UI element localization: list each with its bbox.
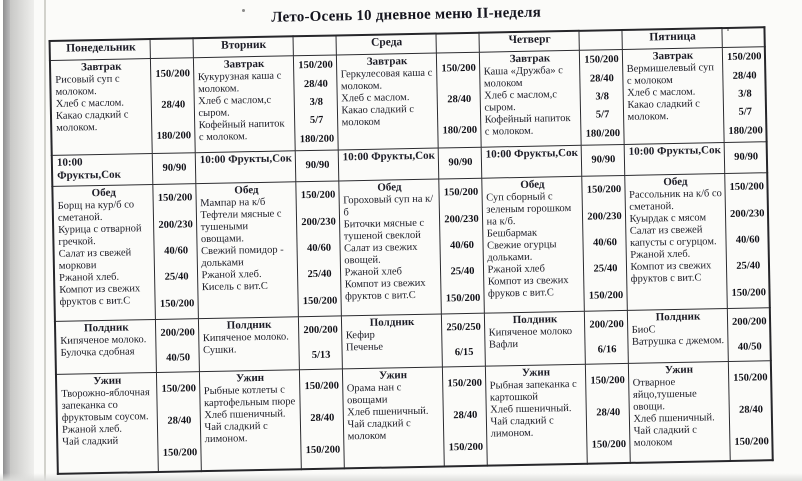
portion-value: 200/230 bbox=[444, 213, 479, 226]
portion-value: 150/200 bbox=[157, 192, 193, 205]
breakfast-item: Хлеб с маслом,с сыром. bbox=[484, 89, 558, 114]
dinner-portions-thursday bbox=[585, 363, 630, 463]
lunch-row bbox=[52, 173, 769, 322]
dinner-portions-tuesday bbox=[299, 369, 344, 469]
portion-stack bbox=[154, 59, 192, 152]
snack10-portions-friday bbox=[724, 142, 768, 174]
dinner-label: Ужин bbox=[378, 369, 408, 382]
portion-value: 150/200 bbox=[731, 287, 767, 299]
afternoon-label: Полдник bbox=[512, 313, 558, 327]
breakfast-portions-wednesday bbox=[436, 52, 481, 148]
dinner-item: Рыбная запеканка с картошкой bbox=[489, 378, 577, 404]
portion-value: 5/7 bbox=[738, 106, 753, 119]
portion-value: 6/16 bbox=[597, 343, 617, 356]
breakfast-label: Завтрак bbox=[223, 57, 265, 71]
lunch-item: Тефтели мясные с тушеными овощами. bbox=[200, 208, 282, 246]
lunch-item: Ржаной хлеб. bbox=[59, 271, 120, 284]
day-header-spacer-tuesday bbox=[293, 35, 336, 55]
portion-value: 150/200 bbox=[304, 380, 340, 393]
lunch-item: Гороховый суп на к/б bbox=[343, 193, 434, 219]
portion-value: 150/200 bbox=[726, 51, 762, 64]
portion-value: 150/200 bbox=[733, 372, 768, 384]
day-header-tuesday: Вторник bbox=[193, 36, 293, 57]
portion-stack bbox=[442, 149, 479, 178]
lunch-portions-thursday bbox=[581, 175, 627, 311]
afternoon-cell-wednesday bbox=[341, 314, 442, 369]
portion-value: 5/13 bbox=[311, 349, 331, 361]
breakfast-item: Кукурузная каша с молоком. bbox=[197, 70, 282, 96]
scan-edge-dark bbox=[3, 0, 10, 481]
portion-value: 28/40 bbox=[596, 407, 621, 419]
breakfast-cell-wednesday bbox=[336, 53, 438, 150]
breakfast-portions-tuesday bbox=[293, 55, 338, 151]
breakfast-portions-friday bbox=[722, 47, 767, 143]
portion-value: 150/200 bbox=[161, 383, 197, 395]
lunch-item: Ржаной хлеб. bbox=[630, 248, 691, 261]
afternoon-item: Кипяченое молоко bbox=[488, 325, 573, 339]
portion-stack bbox=[299, 152, 336, 181]
lunch-item: Борщ на кур/б со сметаной. bbox=[57, 199, 135, 224]
lunch-item: Компот из свежих фруктов с вит.С bbox=[59, 283, 141, 308]
portion-value: 28/40 bbox=[453, 409, 478, 422]
menu-table bbox=[49, 26, 774, 475]
portion-stack bbox=[585, 146, 622, 175]
portion-value: 5/7 bbox=[595, 109, 610, 121]
scanned-page bbox=[48, 0, 773, 475]
portion-value: 3/8 bbox=[595, 91, 610, 103]
day-header-monday: Понедельник bbox=[50, 39, 150, 60]
day-header-spacer-thursday bbox=[578, 30, 621, 50]
lunch-item: Свежие огурцы дольками. bbox=[486, 239, 557, 264]
dinner-row bbox=[56, 361, 773, 474]
dinner-item: Ржаной хлеб. bbox=[61, 423, 123, 436]
lunch-item: Бешбармак bbox=[486, 227, 538, 240]
breakfast-item: Вермишелевый суп с молоком bbox=[626, 62, 715, 87]
breakfast-label: Завтрак bbox=[652, 49, 694, 63]
portion-value: 6/15 bbox=[454, 346, 474, 358]
snack10-cell-wednesday bbox=[338, 148, 439, 181]
day-header-spacer-monday bbox=[150, 38, 193, 58]
snack10-portions-tuesday bbox=[295, 150, 339, 182]
lunch-item: Компот из свежих фруктов с вит.С bbox=[630, 260, 712, 285]
snack10-portions-thursday bbox=[581, 144, 625, 176]
lunch-cell-friday bbox=[624, 174, 727, 311]
lunch-portions-tuesday bbox=[295, 181, 341, 317]
document-title: Лето-Осень 10 дневное меню II-неделя bbox=[271, 4, 542, 26]
portion-value: 28/40 bbox=[310, 412, 335, 425]
portion-value: 150/200 bbox=[443, 186, 479, 199]
breakfast-item: Кофейный напиток с молоком. bbox=[484, 112, 571, 138]
portion-value: 90/90 bbox=[305, 159, 330, 172]
afternoon-item: Булочка сдобная bbox=[60, 346, 135, 359]
portion-value: 150/200 bbox=[298, 59, 333, 72]
portion-stack bbox=[297, 57, 335, 150]
portion-value: 3/8 bbox=[309, 96, 324, 108]
portion-stack bbox=[157, 185, 196, 318]
portion-stack bbox=[589, 365, 627, 462]
afternoon-portions-friday bbox=[727, 308, 771, 362]
portion-value: 40/60 bbox=[449, 239, 475, 252]
snack10-cell-friday bbox=[624, 143, 725, 176]
dinner-portions-wednesday bbox=[442, 366, 487, 466]
afternoon-item: Кипяченое молоко. bbox=[60, 334, 147, 347]
dinner-cell-wednesday bbox=[342, 367, 444, 468]
afternoon-item: Вафли bbox=[488, 339, 519, 351]
lunch-item: Компот из свежих фруков с вит.С bbox=[487, 275, 569, 300]
day-header-friday: Пятница bbox=[621, 28, 721, 49]
breakfast-portions-thursday bbox=[579, 49, 624, 145]
breakfast-row bbox=[50, 47, 767, 156]
portion-value: 150/200 bbox=[155, 68, 191, 81]
portion-value: 3/8 bbox=[738, 88, 752, 100]
dinner-item: Творожно-яблочная запеканка со фруктовым соусом. bbox=[61, 387, 150, 424]
lunch-item: Ржаной хлеб. bbox=[201, 268, 262, 282]
day-header-wednesday: Среда bbox=[336, 34, 436, 55]
lunch-portions-friday bbox=[724, 173, 770, 309]
portion-value: 250/250 bbox=[446, 321, 481, 333]
portion-value: 150/200 bbox=[445, 292, 481, 305]
portion-value: 200/230 bbox=[301, 216, 336, 228]
lunch-item: Биточки мясные с тушеной свеклой bbox=[343, 217, 425, 243]
portion-value: 40/50 bbox=[737, 340, 762, 353]
portion-value: 150/200 bbox=[591, 438, 627, 451]
afternoon-label: Полдник bbox=[655, 310, 701, 324]
afternoon-portions-thursday bbox=[584, 310, 628, 364]
portion-value: 150/200 bbox=[441, 63, 476, 75]
afternoon-label: Полдник bbox=[226, 318, 272, 332]
breakfast-item: Кофейный напиток с молоком. bbox=[198, 118, 285, 144]
lunch-item: Рассольник на к/б со сметаной. bbox=[629, 188, 722, 213]
lunch-cell-thursday bbox=[481, 176, 584, 313]
afternoon-label: Полдник bbox=[369, 316, 415, 329]
portion-value: 25/40 bbox=[736, 260, 761, 273]
snack10-label: 10:00 Фрукты,Сок bbox=[628, 144, 721, 158]
portion-value: 150/200 bbox=[734, 436, 769, 448]
portion-stack bbox=[440, 54, 478, 147]
dinner-item: Хлеб пшеничный. bbox=[633, 412, 715, 425]
lunch-label: Обед bbox=[91, 186, 116, 200]
afternoon-portions-tuesday bbox=[298, 316, 342, 370]
dinner-item: Чай сладкий bbox=[62, 435, 119, 448]
dinner-label: Ужин bbox=[664, 363, 694, 377]
portion-value: 180/200 bbox=[299, 133, 335, 145]
breakfast-item: Какао сладкий с молоком bbox=[341, 103, 415, 129]
lunch-item: Компот из свежих фруктов с вит.С bbox=[344, 277, 426, 303]
lunch-cell-monday bbox=[52, 185, 155, 322]
portion-stack bbox=[445, 315, 482, 366]
breakfast-item: Какао сладкий с молоком. bbox=[55, 109, 129, 134]
lunch-cell-wednesday bbox=[338, 179, 441, 316]
portion-value: 28/40 bbox=[167, 415, 192, 427]
portion-value: 200/230 bbox=[729, 207, 765, 220]
portion-value: 25/40 bbox=[450, 266, 475, 278]
portion-value: 40/60 bbox=[592, 237, 618, 249]
portion-stack bbox=[588, 312, 625, 363]
scan-edge-gradient bbox=[10, 0, 34, 481]
portion-value: 25/40 bbox=[307, 268, 332, 281]
snack10-label: 10:00 Фрукты,Сок bbox=[485, 146, 579, 161]
dinner-label: Ужин bbox=[93, 374, 122, 388]
breakfast-item: Какао сладкий с молоком. bbox=[627, 98, 701, 123]
portion-value: 150/200 bbox=[729, 181, 765, 194]
breakfast-item: Геркулесовая каша с молоком. bbox=[340, 67, 433, 93]
breakfast-cell-thursday bbox=[479, 50, 581, 147]
breakfast-item: Хлеб с маслом. bbox=[341, 92, 410, 105]
portion-value: 150/200 bbox=[448, 441, 484, 454]
portion-stack bbox=[302, 317, 339, 368]
afternoon-portions-wednesday bbox=[441, 313, 485, 367]
portion-value: 150/200 bbox=[590, 374, 625, 387]
portion-stack bbox=[728, 143, 764, 172]
lunch-cell-tuesday bbox=[195, 182, 298, 319]
dinner-label: Ужин bbox=[521, 366, 551, 379]
portion-value: 150/200 bbox=[159, 297, 195, 310]
lunch-item: Салат из свежей капусты с огурцом. bbox=[629, 224, 717, 249]
portion-value: 180/200 bbox=[442, 124, 478, 137]
dinner-item: Чай сладкий с лимоном. bbox=[490, 415, 554, 440]
lunch-label: Обед bbox=[377, 181, 402, 194]
dinner-portions-monday bbox=[156, 372, 201, 472]
dinner-item: Чай сладкий с молоком bbox=[633, 424, 698, 449]
portion-stack bbox=[583, 51, 621, 144]
portion-stack bbox=[586, 177, 625, 310]
portion-value: 180/200 bbox=[585, 127, 621, 140]
portion-value: 28/40 bbox=[732, 69, 757, 82]
lunch-item: Ржаной хлеб bbox=[344, 266, 403, 279]
lunch-portions-monday bbox=[152, 184, 198, 320]
dinner-item: Чай сладкий с молоком bbox=[347, 418, 411, 443]
lunch-item: Ржаной хлеб bbox=[487, 263, 546, 276]
day-header-thursday: Четверг bbox=[478, 31, 578, 52]
portion-value: 90/90 bbox=[591, 154, 616, 166]
afternoon-item: БиоС bbox=[631, 324, 656, 336]
lunch-item: Мампар на к/б bbox=[200, 196, 266, 210]
afternoon-portions-monday bbox=[155, 319, 199, 373]
dinner-item: Хлеб пшеничный. bbox=[347, 405, 429, 419]
portion-value: 90/90 bbox=[448, 156, 473, 169]
portion-value: 180/200 bbox=[156, 129, 192, 142]
breakfast-label: Завтрак bbox=[366, 55, 408, 68]
portion-stack bbox=[159, 320, 196, 371]
portion-value: 200/200 bbox=[160, 326, 195, 339]
portion-stack bbox=[443, 180, 482, 313]
afternoon-cell-friday bbox=[627, 309, 728, 364]
dinner-label: Ужин bbox=[235, 371, 265, 385]
lunch-label: Обед bbox=[234, 183, 259, 197]
portion-stack bbox=[160, 373, 198, 470]
breakfast-label: Завтрак bbox=[509, 52, 551, 66]
portion-value: 90/90 bbox=[162, 162, 187, 174]
lunch-portions-wednesday bbox=[438, 178, 484, 314]
breakfast-label: Завтрак bbox=[80, 60, 122, 74]
afternoon-item: Кефир bbox=[345, 329, 375, 342]
afternoon-cell-tuesday bbox=[198, 317, 299, 372]
day-header-spacer-friday bbox=[721, 27, 764, 47]
breakfast-cell-friday bbox=[622, 48, 724, 145]
portion-value: 150/200 bbox=[584, 54, 619, 66]
scan-bottom-shadow bbox=[0, 473, 802, 481]
lunch-item: Салат из свежих овощей. bbox=[343, 241, 418, 267]
portion-value: 5/7 bbox=[309, 115, 324, 127]
portion-value: 180/200 bbox=[728, 125, 763, 137]
dinner-item: Чай сладкий с лимоном. bbox=[204, 420, 268, 446]
lunch-item: Свежий помидор - дольками bbox=[201, 244, 284, 270]
afternoon-item: Ватрушка с джемом. bbox=[631, 335, 725, 348]
afternoon-item: Печенье bbox=[345, 341, 384, 354]
portion-value: 28/40 bbox=[738, 404, 764, 416]
dinner-item: Отварное яйцо,тушеные овощи. bbox=[632, 377, 697, 413]
breakfast-item: Рисовый суп с молоком. bbox=[55, 73, 120, 98]
breakfast-cell-monday bbox=[50, 59, 152, 156]
portion-value: 150/200 bbox=[305, 444, 341, 457]
portion-stack bbox=[446, 368, 484, 465]
portion-value: 150/200 bbox=[588, 289, 624, 302]
portion-value: 150/200 bbox=[586, 184, 622, 196]
portion-value: 200/200 bbox=[303, 323, 338, 336]
breakfast-item: Хлеб с маслом,с сыром. bbox=[198, 94, 272, 120]
lunch-item: Курица с отварной гречкой. bbox=[58, 223, 142, 248]
portion-value: 150/200 bbox=[302, 295, 338, 307]
portion-stack bbox=[726, 48, 763, 141]
afternoon-label: Полдник bbox=[83, 321, 129, 335]
portion-value: 90/90 bbox=[734, 151, 759, 163]
snack10-cell-tuesday bbox=[195, 151, 296, 184]
afternoon-cell-monday bbox=[55, 320, 156, 375]
breakfast-item: Хлеб с маслом. bbox=[55, 97, 125, 110]
dinner-cell-friday bbox=[628, 362, 730, 463]
portion-value: 25/40 bbox=[593, 263, 618, 275]
page-fold-line bbox=[44, 0, 46, 481]
portion-stack bbox=[731, 309, 767, 360]
snack10-cell-monday bbox=[52, 154, 153, 187]
portion-value: 28/40 bbox=[161, 99, 186, 111]
dinner-item: Рыбные котлеты с картофельным пюре bbox=[203, 384, 296, 410]
dinner-portions-friday bbox=[728, 361, 773, 461]
portion-stack bbox=[729, 174, 767, 307]
afternoon-item: Кипяченое молоко. bbox=[202, 331, 289, 345]
portion-stack bbox=[732, 362, 769, 459]
lunch-item: Суп сборный с зеленым горошком на к/б. bbox=[486, 191, 572, 228]
portion-value: 200/230 bbox=[587, 210, 622, 223]
breakfast-portions-monday bbox=[150, 58, 195, 154]
breakfast-cell-tuesday bbox=[193, 56, 295, 153]
breakfast-item: Хлеб с маслом. bbox=[627, 86, 696, 99]
portion-value: 28/40 bbox=[447, 93, 472, 106]
lunch-label: Обед bbox=[663, 175, 688, 189]
snack10-portions-monday bbox=[152, 153, 196, 185]
lunch-item: Кисель с вит.С bbox=[201, 280, 268, 294]
dinner-cell-thursday bbox=[485, 364, 587, 465]
lunch-item: Салат из свежей моркови bbox=[58, 247, 132, 272]
dinner-item: Хлеб пшеничный. bbox=[490, 403, 572, 416]
dinner-cell-tuesday bbox=[199, 370, 301, 471]
breakfast-item: Каша «Дружба» с молоком bbox=[483, 65, 564, 90]
portion-value: 40/60 bbox=[164, 245, 189, 257]
portion-value: 40/60 bbox=[735, 234, 760, 246]
portion-value: 28/40 bbox=[589, 72, 614, 85]
portion-value: 150/200 bbox=[300, 189, 336, 202]
portion-value: 200/200 bbox=[732, 315, 767, 328]
lunch-item: Куырдак с мясом bbox=[629, 212, 707, 225]
portion-value: 40/50 bbox=[166, 351, 191, 364]
portion-value: 200/200 bbox=[589, 318, 624, 331]
portion-value: 150/200 bbox=[447, 377, 483, 390]
portion-value: 25/40 bbox=[164, 271, 189, 284]
snack10-label: 10:00 Фрукты,Сок bbox=[342, 149, 436, 164]
day-header-spacer-wednesday bbox=[435, 33, 478, 53]
snack10-label: 10:00 Фрукты,Сок bbox=[199, 152, 293, 167]
lunch-label: Обед bbox=[520, 178, 545, 191]
portion-stack bbox=[300, 183, 339, 316]
portion-value: 200/230 bbox=[158, 218, 193, 231]
afternoon-cell-thursday bbox=[484, 311, 585, 366]
snack10-cell-thursday bbox=[481, 145, 582, 178]
dinner-cell-monday bbox=[56, 372, 158, 473]
portion-stack bbox=[303, 370, 341, 467]
portion-value: 150/200 bbox=[162, 447, 198, 459]
snack10-portions-wednesday bbox=[438, 147, 482, 179]
dinner-item: Хлеб пшеничный. bbox=[204, 408, 286, 422]
dinner-item: Орама нан с овощами bbox=[346, 382, 402, 407]
portion-value: 40/60 bbox=[307, 242, 332, 255]
afternoon-item: Сушки. bbox=[202, 344, 237, 357]
portion-stack bbox=[156, 154, 193, 183]
portion-value: 28/40 bbox=[303, 78, 328, 90]
snack10-label: 10:00 Фрукты,Сок bbox=[56, 156, 122, 182]
